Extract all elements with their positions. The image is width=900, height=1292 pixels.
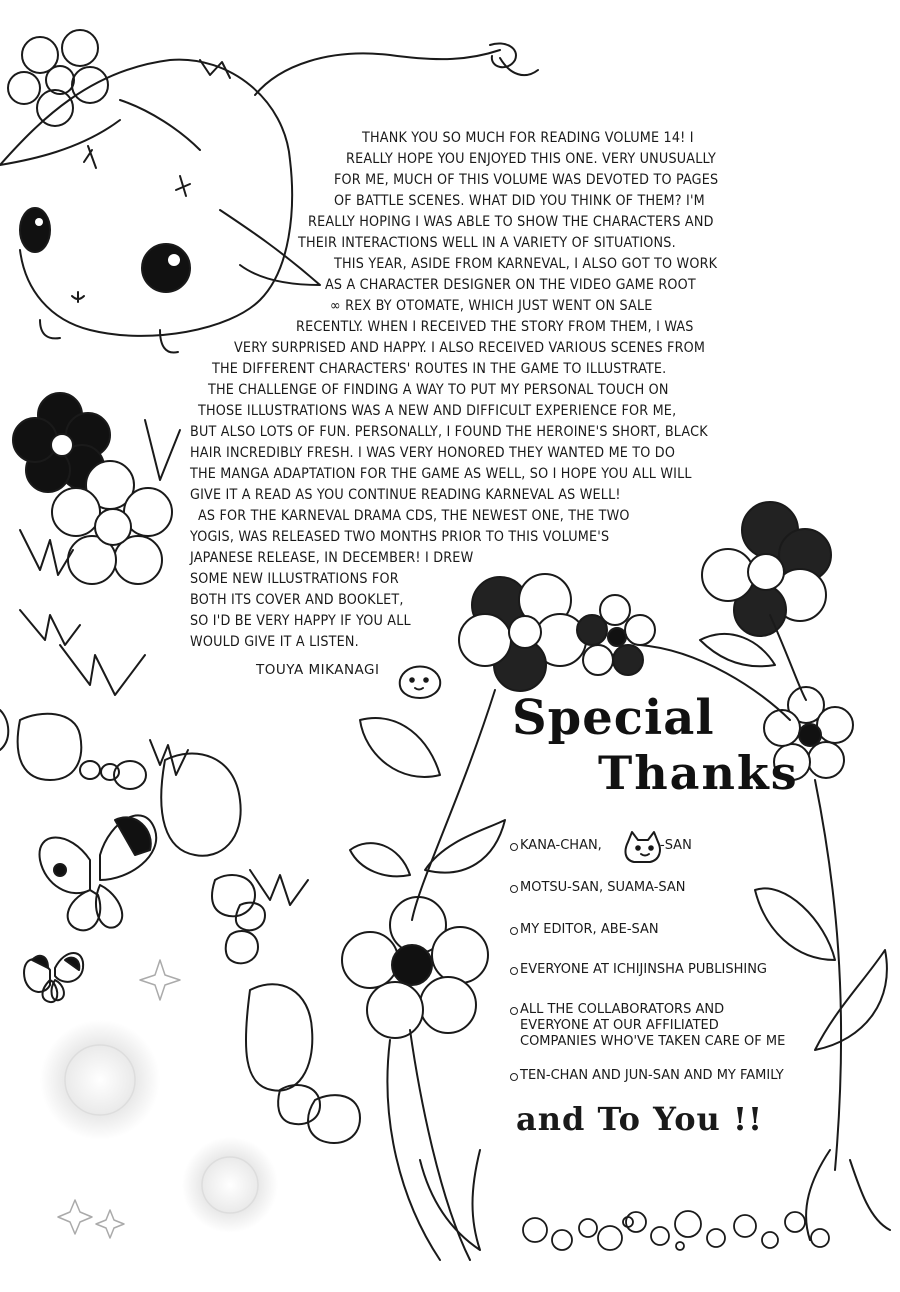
closing-line: and To You !!: [516, 1100, 764, 1138]
doodle-face-icon: [400, 667, 440, 699]
note-line: WOULD GIVE IT A LISTEN.: [190, 634, 359, 650]
note-line: YOGIS, WAS RELEASED TWO MONTHS PRIOR TO THIS VOLUME'S: [190, 529, 610, 545]
thanks-item-suffix: -SAN: [660, 838, 692, 853]
thanks-item: KANA-CHAN,: [520, 838, 602, 854]
note-line: REALLY HOPING I WAS ABLE TO SHOW THE CHARACTERS AND: [308, 214, 714, 230]
thanks-item-cont: COMPANIES WHO'VE TAKEN CARE OF ME: [520, 1034, 786, 1049]
thanks-item: MOTSU-SAN, SUAMA-SAN: [520, 880, 686, 896]
butterfly-icon: [24, 953, 83, 1002]
note-line: THEIR INTERACTIONS WELL IN A VARIETY OF SITUATIONS.: [298, 235, 676, 251]
note-line: JAPANESE RELEASE, IN DECEMBER! I DREW: [190, 550, 474, 566]
thanks-item-cont: EVERYONE AT OUR AFFILIATED: [520, 1018, 719, 1033]
cat-face-icon: [626, 832, 660, 862]
note-line: THE CHALLENGE OF FINDING A WAY TO PUT MY PERSONAL TOUCH ON: [208, 382, 669, 398]
note-line: SOME NEW ILLUSTRATIONS FOR: [190, 571, 399, 587]
special-thanks-title: Special: [512, 690, 715, 746]
note-line: THANK YOU SO MUCH FOR READING VOLUME 14! I: [362, 130, 694, 146]
note-line: AS FOR THE KARNEVAL DRAMA CDS, THE NEWEST ONE, THE TWO: [198, 508, 630, 524]
bullet-icon: [510, 885, 518, 893]
note-line: THE MANGA ADAPTATION FOR THE GAME AS WELL, SO I HOPE YOU ALL WILL: [190, 466, 692, 482]
note-line: THE DIFFERENT CHARACTERS' ROUTES IN THE GAME TO ILLUSTRATE.: [212, 361, 667, 377]
note-line: OF BATTLE SCENES. WHAT DID YOU THINK OF THEM? I'M: [334, 193, 705, 209]
note-line: HAIR INCREDIBLY FRESH. I WAS VERY HONORED THEY WANTED ME TO DO: [190, 445, 676, 461]
flower-icon: [459, 574, 586, 691]
bullet-icon: [510, 967, 518, 975]
bullet-icon: [510, 1073, 518, 1081]
flower-icon: [577, 595, 655, 675]
note-line: FOR ME, MUCH OF THIS VOLUME WAS DEVOTED TO PAGES: [334, 172, 719, 188]
flower-icon: [8, 30, 108, 126]
flower-icon: [702, 502, 831, 636]
note-line: REALLY HOPE YOU ENJOYED THIS ONE. VERY UNUSUALLY: [346, 151, 716, 167]
note-line: THOSE ILLUSTRATIONS WAS A NEW AND DIFFICULT EXPERIENCE FOR ME,: [198, 403, 677, 419]
bullet-icon: [510, 927, 518, 935]
note-line: RECENTLY. WHEN I RECEIVED THE STORY FROM THEM, I WAS: [296, 319, 694, 335]
author-signature: TOUYA MIKANAGI: [256, 662, 380, 678]
bullet-icon: [510, 1007, 518, 1015]
note-line: VERY SURPRISED AND HAPPY. I ALSO RECEIVED VARIOUS SCENES FROM: [234, 340, 706, 356]
note-line: GIVE IT A READ AS YOU CONTINUE READING KARNEVAL AS WELL!: [190, 487, 621, 503]
thanks-item: ALL THE COLLABORATORS AND: [520, 1002, 724, 1018]
note-line: THIS YEAR, ASIDE FROM KARNEVAL, I ALSO GOT TO WORK: [334, 256, 718, 272]
note-line: ∞ REX BY OTOMATE, WHICH JUST WENT ON SALE: [330, 298, 653, 314]
special-thanks-title-2: Thanks: [598, 746, 799, 800]
thanks-item: EVERYONE AT ICHIJINSHA PUBLISHING: [520, 962, 767, 978]
bullet-icon: [510, 843, 518, 851]
note-line: AS A CHARACTER DESIGNER ON THE VIDEO GAME ROOT: [325, 277, 696, 293]
note-line: SO I'D BE VERY HAPPY IF YOU ALL: [190, 613, 411, 629]
thanks-item: TEN-CHAN AND JUN-SAN AND MY FAMILY: [520, 1068, 784, 1084]
flower-icon: [342, 897, 488, 1038]
note-line: BUT ALSO LOTS OF FUN. PERSONALLY, I FOUND THE HEROINE'S SHORT, BLACK: [190, 424, 708, 440]
thanks-item: MY EDITOR, ABE-SAN: [520, 922, 659, 938]
note-line: BOTH ITS COVER AND BOOKLET,: [190, 592, 404, 608]
